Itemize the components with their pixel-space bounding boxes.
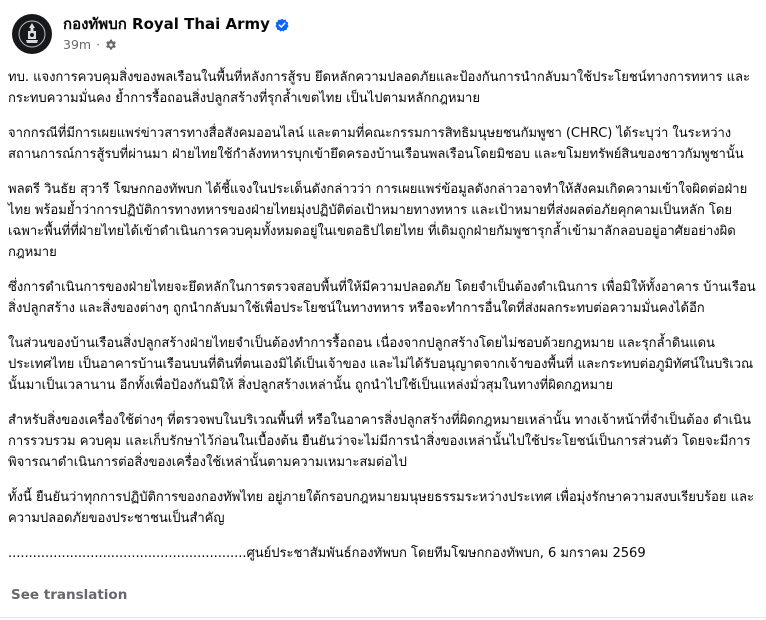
post-signature: ..........................................................ศูนย์ประชาสัมพันธ์กองทัพบก โดยทีมโฆษกกองทัพบก, 6 มกราคม 2569 [8, 546, 646, 561]
page-name-row [63, 15, 289, 34]
post-paragraph-5: ในส่วนของบ้านเรือนสิ่งปลูกสร้างฝ่ายไทยจำเป็นต้องทำการรื้อถอน เนื่องจากปลูกสร้างโดยไม่ชอบด้วยกฎหมาย และรุกล้ำดินแดนประเทศไทย เป็นอาคารบ้านเรือนบนที่ดินที่ตนเองมิได้เป็นเจ้าของ และไม่ได้รับอนุญาตจากเจ้าของพื้นที่ และกระทบต่อภูมิทัศน์ในบริเวณนั้นมาเป็นเวลานาน อีกทั้งเพื่อป้องกันมิให้ สิ่งปลูกสร้างเหล่านั้น ถูกนำไปใช้เป็นแหล่งมั่วสุมในทางที่ผิดกฎหมาย [8, 336, 754, 393]
page-name[interactable]: กองทัพบก Royal Thai Army [63, 15, 270, 33]
gear-icon[interactable] [105, 39, 117, 51]
divider [0, 617, 766, 618]
post-timestamp[interactable]: 39m [63, 37, 92, 52]
post-paragraph-2: จากกรณีที่มีการเผยแพร่ข่าวสารทางสื่อสังคมออนไลน์ และตามที่คณะกรรมการสิทธิมนุษยชนกัมพูชา (CHRC) ได้ระบุว่า ในระหว่างสถานการณ์การสู้รบที่ผ่านมา ฝ่ายไทยใช้กำลังทหารบุกเข้ายึดครองบ้านเรือนพลเรือนโดยมิชอบ และขโมยทรัพย์สินของชาวกัมพูชานั้น [8, 126, 744, 162]
post-paragraph-1: ทบ. แจงการควบคุมสิ่งของพลเรือนในพื้นที่หลังการสู้รบ ยึดหลักความปลอดภัยและป้องกันการนำกลับมาใช้ประโยชน์ทางการทหาร และกระทบความมั่นคง ย้ำการรื้อถอนสิ่งปลูกสร้างที่รุกล้ำเขตไทย เป็นไปตามหลักกฎหมาย [8, 70, 750, 106]
post-paragraph-6: สำหรับสิ่งของเครื่องใช้ต่างๆ ที่ตรวจพบในบริเวณพื้นที่ หรือในอาคารสิ่งปลูกสร้างที่ผิดกฎหมายเหล่านั้น ทางเจ้าหน้าที่จำเป็นต้อง ดำเนินการรวบรวม ควบคุม และเก็บรักษาไว้ก่อนในเบื้องต้น ยืนยันว่าจะไม่มีการนำสิ่งของเหล่านั้นไปใช้ประโยชน์เป็นการส่วนตัว โดยจะมีการพิจารณาดำเนินการต่อสิ่งของเครื่องใช้เหล่านั้นตามความเหมาะสมต่อไป [8, 413, 751, 470]
post-header [12, 9, 289, 59]
avatar[interactable] [12, 14, 52, 54]
post-time-row [63, 37, 289, 53]
post-paragraph-4: ซึ่งการดำเนินการของฝ่ายไทยจะยึดหลักในการตรวจสอบพื้นที่ให้มีความปลอดภัย โดยจำเป็นต้องดำเนินการ เพื่อมิให้ทั้งอาคาร บ้านเรือน สิ่งปลูกสร้าง และสิ่งของต่างๆ ถูกนำกลับมาใช้เพื่อประโยชน์ในทางทหาร หรือจะทำการอื่นใดที่ส่งผลกระทบต่อความมั่นคงได้อีก [8, 280, 756, 316]
post-paragraph-7: ทั้งนี้ ยืนยันว่าทุกการปฏิบัติการของกองทัพไทย อยู่ภายใต้กรอบกฎหมายมนุษยธรรมระหว่างประเทศ เพื่อมุ่งรักษาความสงบเรียบร้อย และความปลอดภัยของประชาชนเป็นสำคัญ [8, 490, 754, 526]
post-paragraph-3: พลตรี วินธัย สุวารี โฆษกกองทัพบก ได้ชี้แจงในประเด็นดังกล่าวว่า การเผยแพร่ข้อมูลดังกล่าวอาจทำให้สังคมเกิดความเข้าใจผิดต่อฝ่ายไทย พร้อมย้ำว่าการปฏิบัติการทางทหารของฝ่ายไทยมุ่งปฏิบัติต่อเป้าหมายทางทหาร และเป้าหมายที่ส่งผลต่อภัยคุกคามเป็นหลัก โดยเฉพาะพื้นที่ที่ฝ่ายไทยได้เข้าดำเนินการควบคุมทั้งหมดอยู่ในเขตอธิปไตยไทย ที่เดิมถูกฝ่ายกัมพูชารุกล้ำเข้ามาลักลอบอยู่อาศัยอย่างผิดกฎหมาย [8, 182, 748, 260]
see-translation-link[interactable]: See translation [11, 587, 128, 603]
verified-badge-icon [275, 18, 289, 32]
post-meta [63, 15, 289, 53]
post-body [8, 67, 760, 578]
army-emblem-icon [17, 19, 47, 49]
separator-dot: · [96, 37, 101, 52]
